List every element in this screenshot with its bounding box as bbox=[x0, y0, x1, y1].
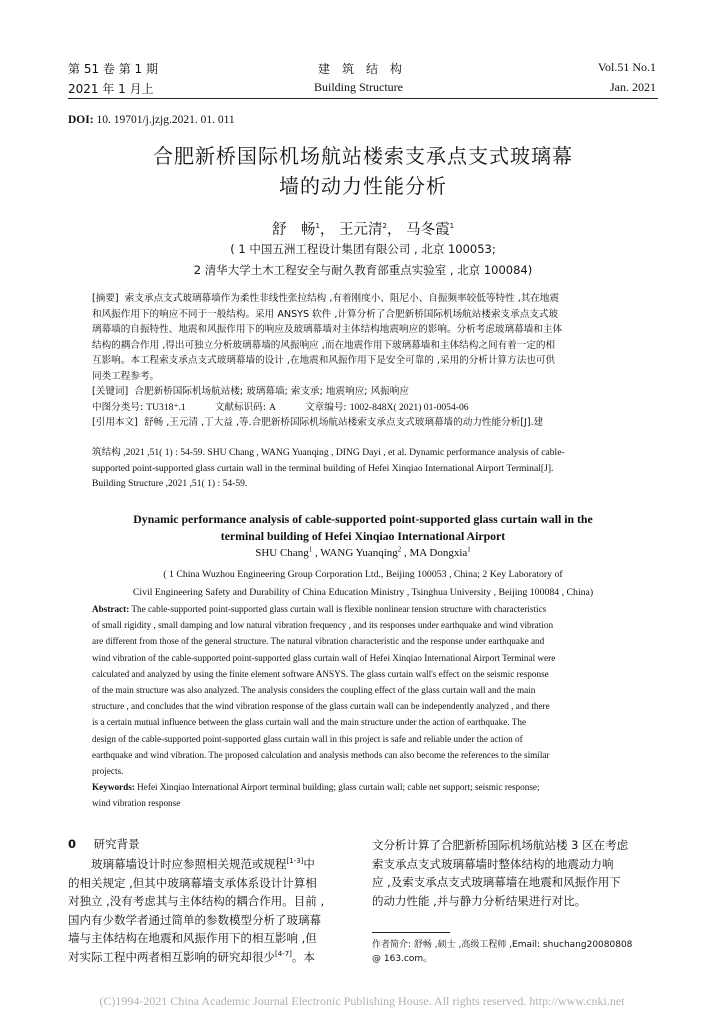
abstract-cn-line: 和风振作用下的响应不同于一般结构。采用 ANSYS 软件 ,计算分析了合肥新桥国际机场航站楼索支承点支式玻 bbox=[92, 308, 559, 320]
authors-cn bbox=[68, 218, 658, 239]
affiliation-en-1: ( 1 China Wuzhou Engineering Group Corporation Ltd., Beijing 100053 , China; 2 Key Laboratory of bbox=[163, 569, 563, 580]
abstract-en-text: The cable-supported point-supported glass curtain wall is flexible nonlinear tension structure with characteristics bbox=[131, 604, 547, 614]
doi-value: 10. 19701/j.jzjg.2021. 01. 011 bbox=[96, 114, 235, 126]
body-left-text-tail: 。本 bbox=[291, 949, 315, 964]
abstract-en-line bbox=[92, 601, 632, 617]
section-number: 0 bbox=[68, 837, 77, 851]
keywords-en-text-1: Hefei Xinqiao International Airport terminal building; glass curtain wall; cable net support; seismic response; bbox=[137, 782, 540, 793]
body-left-line: 对独立 ,没有考虑其与主体结构的耦合作用。目前 , bbox=[68, 894, 325, 908]
doc-code-label: 文献标识码: bbox=[214, 401, 266, 413]
keywords-en-text-2: wind vibration response bbox=[92, 798, 181, 809]
body-left-text: 对实际工程中两者相互影响的研究却很少 bbox=[68, 949, 275, 964]
keywords-en bbox=[92, 779, 632, 795]
author-en-2-aff: 2 bbox=[397, 545, 402, 554]
classification-line bbox=[92, 400, 632, 416]
abstract-en-line: structure , and concludes that the wind vibration response of the glass curtain wall can be independently analyzed , and there bbox=[92, 701, 550, 712]
copyright-notice: (C)1994-2021 China Academic Journal Electronic Publishing House. All rights reserved. http://www.cnki.net bbox=[99, 994, 625, 1008]
doi-line bbox=[68, 114, 235, 126]
citation-text-1: 舒畅 ,王元清 ,丁大益 ,等.合肥新桥国际机场航站楼索支承点支式玻璃幕墙的动力性能分析[J].建 bbox=[143, 417, 544, 428]
author-cn-1: 舒 畅 bbox=[271, 222, 316, 238]
body-right-line: 索支承点支式玻璃幕墙时整体结构的地震动力响 bbox=[372, 856, 614, 871]
header-rule bbox=[68, 98, 658, 99]
footnote-line-1: 作者简介: 舒畅 ,硕士 ,高级工程师 ,Email: shuchang20080808 bbox=[372, 940, 633, 950]
body-left-text-tail: 中 bbox=[303, 857, 315, 871]
keywords-cn-text: 合肥新桥国际机场航站楼; 玻璃幕墙; 索支承; 地震响应; 风振响应 bbox=[134, 386, 409, 397]
abstract-en-line: design of the cable-supported point-supported glass curtain wall in this project is safe and reliable under the action of bbox=[92, 733, 523, 744]
body-left-line: 墙与主体结构在地震和风振作用下的相互影响 ,但 bbox=[68, 931, 317, 945]
citation-text-3: supported point-supported glass curtain wall in the terminal building of Hefei Xinqiao International Airport Terminal[J]. bbox=[92, 462, 554, 474]
abstract-en-line: projects. bbox=[92, 766, 124, 777]
authors-en: SHU Chang$^1$ , WANG Yuanqing$^2$ , MA Dongxia$^1$ bbox=[255, 545, 471, 559]
section-title: 研究背景 bbox=[93, 837, 140, 851]
affiliation-en-2: Civil Engineering Safety and Durability of China Education Ministry , Tsinghua University , Beijing 100084 , China) bbox=[132, 587, 594, 598]
author-cn-3: 马冬霞 bbox=[406, 222, 450, 238]
header-journal-en: Building Structure bbox=[314, 80, 403, 94]
citation-ref-2: [4-7] bbox=[275, 949, 292, 958]
body-left-line: 的相关规定 ,但其中玻璃幕墙支承体系设计计算相 bbox=[68, 875, 317, 890]
author-cn-1-aff: 1 bbox=[315, 222, 320, 231]
title-en-line1: Dynamic performance analysis of cable-supported point-supported glass curtain wall in the bbox=[133, 512, 593, 526]
abstract-en-line: wind vibration of the cable-supported point-supported glass curtain wall of Hefei Xinqiao International Airport Terminal were bbox=[92, 652, 556, 663]
author-en-1: SHU Chang bbox=[255, 547, 309, 559]
abstract-en-line: are different from those of the general structure. The natural vibration characteristic and the response under earthquake and bbox=[92, 636, 545, 647]
body-right-line: 文分析计算了合肥新桥国际机场航站楼 3 区在考虑 bbox=[372, 838, 629, 852]
body-left-line bbox=[68, 948, 352, 967]
header-date-cn: 2021 年 1 月上 bbox=[68, 82, 154, 96]
body-left-text: 玻璃幕墙设计时应参照相关规范或规程 bbox=[91, 857, 287, 871]
keywords-cn bbox=[92, 384, 632, 400]
article-no-value: 1002-848X( 2021) 01-0054-06 bbox=[349, 401, 469, 413]
body-right-line: 的动力性能 ,并与静力分析结果进行对比。 bbox=[372, 893, 587, 908]
header-date-en: Jan. 2021 bbox=[610, 80, 656, 94]
article-no-label: 文章编号: bbox=[305, 401, 347, 413]
header-volume-en: Vol.51 No.1 bbox=[597, 60, 656, 74]
body-right-column bbox=[372, 836, 656, 910]
header-journal-cn: 建 筑 结 构 bbox=[318, 62, 403, 76]
abstract-en bbox=[92, 601, 632, 812]
keywords-en-label: Keywords: bbox=[92, 782, 135, 793]
title-cn-line1: 合肥新桥国际机场航站楼索支承点支式玻璃幕 bbox=[153, 144, 573, 168]
footnote bbox=[372, 938, 656, 966]
author-en-3-aff: 1 bbox=[467, 545, 471, 554]
citation-en bbox=[92, 445, 632, 492]
abstract-en-line: of the main structure was also analyzed. The analysis considers the coupling effect of the glass curtain wall and the main bbox=[92, 685, 536, 696]
abstract-cn-label: [摘要] bbox=[92, 293, 119, 304]
abstract-cn-line: 结构的耦合作用 ,得出可独立分析玻璃幕墙的风振响应 ,而在地震作用下玻璃幕墙和主体结构之间有着一定的相 bbox=[92, 339, 556, 351]
author-en-1-aff: 1 bbox=[308, 545, 313, 554]
abstract-en-line: earthquake and wind vibration. The proposed calculation and analysis methods can also become the references to the similar bbox=[92, 749, 550, 760]
keywords-cn-label: [关键词] bbox=[92, 386, 129, 397]
author-cn-sep-1: ， bbox=[319, 222, 335, 238]
clc-value: TU318⁺.1 bbox=[146, 401, 186, 413]
author-en-2: WANG Yuanqing bbox=[320, 547, 398, 559]
abstract-cn-line: 互影响。本工程索支承点支式玻璃幕墙的设计 ,在地震和风振作用下是安全可靠的 ,采用的分析计算方法也可供 bbox=[92, 355, 556, 366]
clc-label: 中图分类号: bbox=[92, 401, 144, 413]
author-cn-3-aff: 1 bbox=[449, 222, 455, 231]
abstract-en-label: Abstract: bbox=[92, 604, 130, 614]
title-cn-line2: 墙的动力性能分析 bbox=[279, 174, 447, 198]
section-heading bbox=[68, 836, 140, 852]
body-left-line bbox=[68, 855, 352, 874]
abstract-cn-line bbox=[92, 291, 632, 307]
author-en-3: MA Dongxia bbox=[409, 547, 468, 559]
body-right-line: 应 ,及索支承点支式玻璃幕墙在地震和风振作用下 bbox=[372, 875, 621, 889]
author-cn-2-aff: 2 bbox=[382, 222, 387, 231]
abstract-cn-line: 同类工程参考。 bbox=[92, 370, 160, 382]
abstract-en-line: calculated and analyzed by using the finite element software ANSYS. The glass curtain wall's effect on the seismic response bbox=[92, 668, 549, 679]
affiliation-cn-2: 2 清华大学土木工程安全与耐久教育部重点实验室 , 北京 100084) bbox=[193, 263, 533, 277]
abstract-cn-text: 索支承点支式玻璃幕墙作为柔性非线性张拉结构 ,有着刚度小、阻尼小、自振频率较低等特性 ,其在地震 bbox=[124, 293, 560, 304]
citation-line bbox=[92, 415, 632, 431]
citation-text-2: 筑结构 ,2021 ,51( 1) : 54-59. SHU Chang , WANG Yuanqing , DING Dayi , et al. Dynamic performance analysis of cable- bbox=[92, 447, 565, 458]
doc-code-value: A bbox=[269, 401, 276, 413]
title-en-line2: terminal building of Hefei Xinqiao International Airport bbox=[220, 529, 506, 543]
abstract-cn bbox=[92, 291, 632, 431]
author-cn-2: 王元清 bbox=[339, 222, 383, 238]
citation-label: [引用本文] bbox=[92, 417, 138, 428]
affiliation-cn-1: ( 1 中国五洲工程设计集团有限公司 , 北京 100053; bbox=[230, 242, 496, 256]
footnote-line-2: @ 163.com。 bbox=[372, 954, 433, 964]
header-volume-cn: 第 51 卷 第 1 期 bbox=[68, 62, 158, 76]
abstract-en-line: of small rigidity , small damping and low natural vibration frequency , and its responses under earthquake and wind vibration bbox=[92, 620, 554, 631]
body-left-column bbox=[68, 855, 352, 966]
citation-ref-1: [1-3] bbox=[286, 857, 304, 866]
body-left-line: 国内有少数学者通过简单的参数模型分析了玻璃幕 bbox=[68, 912, 321, 927]
author-cn-sep-2: ， bbox=[386, 222, 402, 238]
abstract-en-line: is a certain mutual influence between the glass curtain wall and the main structure under the action of earthquake. The bbox=[92, 717, 527, 728]
citation-text-4: Building Structure ,2021 ,51( 1) : 54-59. bbox=[92, 478, 248, 489]
abstract-cn-line: 璃幕墙的自振特性、地震和风振作用下的响应及玻璃幕墙对主体结构地震响应的影响。分析考虑玻璃幕墙和主体 bbox=[92, 324, 563, 335]
footnote-rule bbox=[372, 932, 450, 933]
doi-label: DOI: bbox=[68, 114, 94, 126]
